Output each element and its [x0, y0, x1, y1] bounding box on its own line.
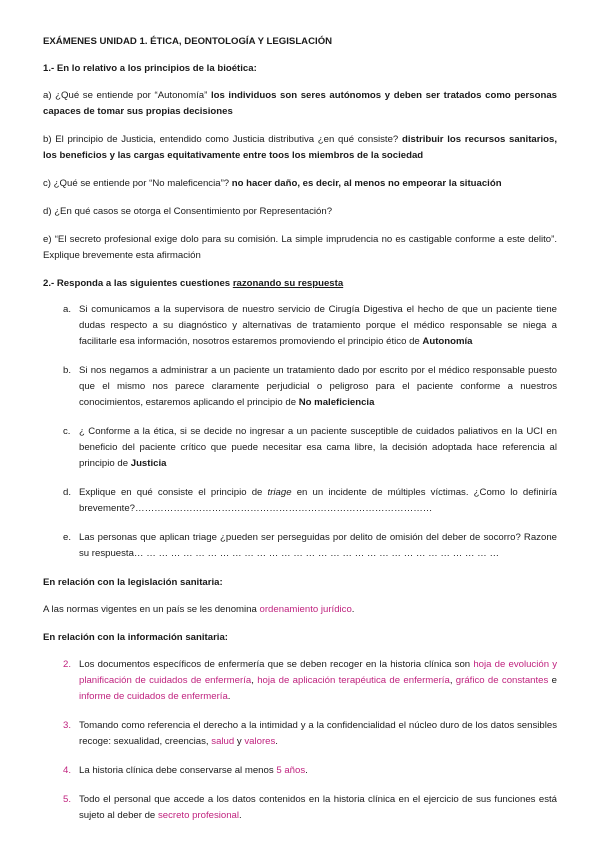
item-answer: Autonomía — [422, 336, 473, 347]
question-a-answer: los individuos son seres autónomos y deben ser tratados como personas capaces de tomar sus propias decisiones — [43, 90, 558, 117]
legislacion-answer: ordenamiento jurídico — [259, 604, 352, 615]
item-text: Si comunicamos a la supervisora de nuestro servicio de Cirugía Digestiva el hecho de que un paciente tiene dudas respecto a su diagnóstico y alternativas de tratamiento porque el médico responsable se niega a facilitarle esa información, nosotros estaremos promoviendo el principio ético de — [79, 304, 557, 347]
highlighted-answer: informe de cuidados de enfermería — [79, 691, 228, 702]
item-text: Si nos negamos a administrar a un paciente un tratamiento dado por escrito por el médico responsable puesto que el mismo nos parece claramente perjudicial o peligroso para el paciente conforme a nuestros conocimientos, estaremos aplicando el principio de — [79, 365, 557, 408]
section2-heading-underlined: razonando su respuesta — [232, 278, 344, 289]
question-a — [43, 88, 557, 120]
question-c-text: c) ¿Qué se entiende por “No maleficencia”? — [43, 178, 230, 189]
legislacion-heading: En relación con la legislación sanitaria: — [43, 577, 223, 588]
item-text: La historia clínica debe conservarse al menos — [79, 765, 277, 776]
question-a-text: a) ¿Qué se entiende por “Autonomía” — [43, 90, 208, 101]
page-title: EXÁMENES UNIDAD 1. ÉTICA, DEONTOLOGÍA Y LEGISLACIÓN — [43, 36, 333, 47]
section2-heading — [43, 276, 557, 292]
question-b-text: b) El principio de Justicia, entendido como Justicia distributiva ¿en qué consiste? — [43, 134, 399, 145]
list-item — [43, 763, 557, 779]
item-text: ¿ Conforme a la ética, si se decide no ingresar a un paciente susceptible de cuidados paliativos en la UCI en beneficio del paciente crítico que puede necesitar esa cama libre, la decisión adoptada hace referencia al principio de — [79, 426, 557, 469]
item-text: e — [548, 675, 557, 686]
legislacion-text: A las normas vigentes en un país se les denomina — [43, 604, 260, 615]
list-item — [43, 657, 557, 705]
list-marker: c. — [63, 426, 71, 437]
list-marker: 3. — [63, 720, 72, 731]
list-item — [43, 530, 557, 562]
list-marker: b. — [63, 365, 72, 376]
question-b-answer: distribuir los recursos sanitarios, los beneficios y las cargas equitativamente entre toos los miembros de la sociedad — [43, 134, 557, 161]
item-text: Los documentos específicos de enfermería que se deben recoger en la historia clínica son — [79, 659, 474, 670]
list-marker: 4. — [63, 765, 72, 776]
document-page — [43, 34, 557, 837]
list-marker: 5. — [63, 794, 72, 805]
list-item — [43, 424, 557, 472]
section2-list — [43, 302, 557, 562]
highlighted-answer: hoja de aplicación terapéutica de enfermería — [257, 675, 450, 686]
list-item — [43, 718, 557, 750]
list-marker: d. — [63, 487, 72, 498]
highlighted-answer: valores — [244, 736, 276, 747]
item-text-after: en un incidente de múltiples víctimas. ¿Como lo definiría brevemente?………………………………………………………………………………… — [79, 487, 558, 514]
question-d-text: d) ¿En qué casos se otorga el Consentimiento por Representación? — [43, 206, 333, 217]
question-e — [43, 232, 557, 264]
question-d — [43, 204, 557, 220]
list-item — [43, 485, 557, 517]
informacion-heading: En relación con la información sanitaria: — [43, 632, 228, 643]
item-answer: Justicia — [130, 458, 167, 469]
question-b — [43, 132, 557, 164]
list-marker: 2. — [63, 659, 72, 670]
highlighted-answer: secreto profesional — [157, 810, 240, 821]
section2-heading-prefix: 2.- Responda a las siguientes cuestiones — [43, 278, 233, 289]
item-text: , — [251, 675, 258, 686]
highlighted-answer: 5 años — [276, 765, 306, 776]
item-text: Las personas que aplican triage ¿pueden ser perseguidas por delito de omisión del deber de socorro? Razone su respuesta… … … … … … … … … … … … … … … … … … … … … … … … … … … … … … — [79, 532, 557, 559]
list-marker: a. — [63, 304, 72, 315]
list-marker: e. — [63, 532, 72, 543]
item-text: Todo el personal que accede a los datos contenidos en la historia clínica en el ejercicio de sus funciones está sujeto al deber de — [79, 794, 557, 821]
item-text: y — [234, 736, 245, 747]
question-c-answer: no hacer daño, es decir, al menos no empeorar la situación — [231, 178, 502, 189]
legislacion-end: . — [351, 604, 355, 615]
item-text: Tomando como referencia el derecho a la intimidad y a la confidencialidad el núcleo duro de los datos sensibles recoge: sexualidad, creencias, — [79, 720, 557, 747]
item-text: . — [275, 736, 278, 747]
highlighted-answer: hoja de evolución y planificación de cuidados de enfermería — [79, 659, 557, 686]
item-answer: No maleficiencia — [298, 397, 375, 408]
item-text: . — [305, 765, 308, 776]
question-e-text: e) “El secreto profesional exige dolo para su comisión. La simple imprudencia no es castigable conforme a este delito”. Explique brevemente esta afirmación — [43, 234, 557, 261]
list-item — [43, 792, 557, 824]
item-italic: triage — [267, 487, 292, 498]
item-text: Explique en qué consiste el principio de — [79, 487, 268, 498]
highlighted-answer: salud — [211, 736, 235, 747]
informacion-list — [43, 657, 557, 824]
item-text: , — [449, 675, 456, 686]
item-text: . — [227, 691, 231, 702]
legislacion-statement — [43, 602, 557, 618]
highlighted-answer: gráfico de constantes — [455, 675, 549, 686]
list-item — [43, 302, 557, 350]
item-text: . — [239, 810, 242, 821]
question-c — [43, 176, 557, 192]
section1-heading: 1.- En lo relativo a los principios de la bioética: — [43, 63, 257, 74]
list-item — [43, 363, 557, 411]
